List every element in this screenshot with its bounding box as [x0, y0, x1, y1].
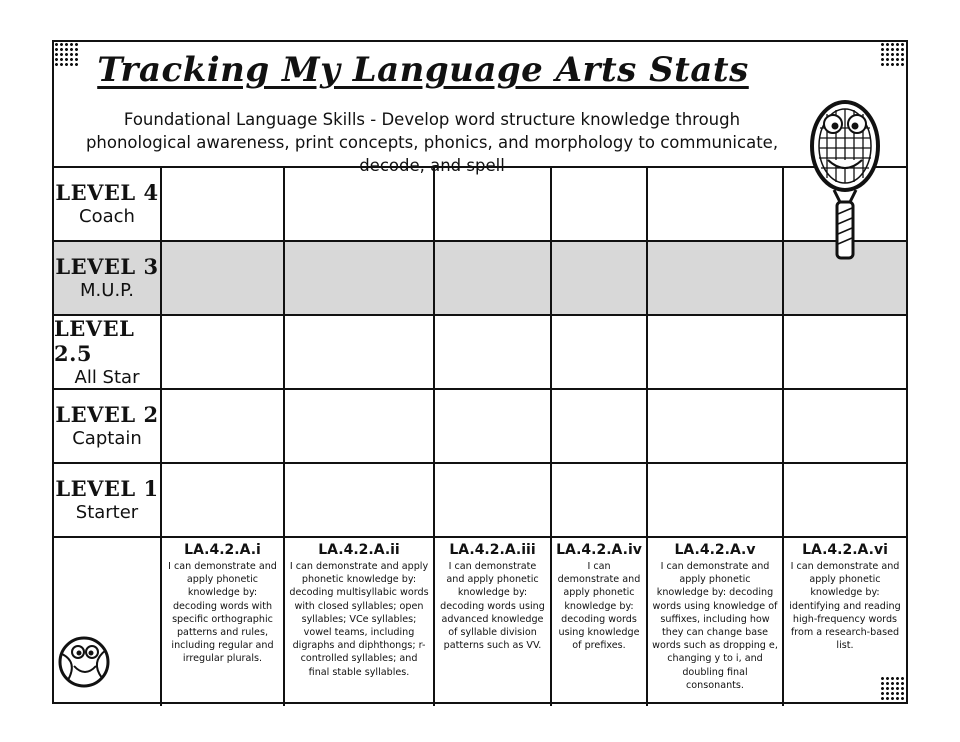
- standard-description: I can demonstrate and apply phonetic knowledge by: decoding multisyllabic words with closed syllables; open syllables; VCe syllables; vowel teams, including digraphs and diphthongs; r-controlled syllables; and final stable syllables.: [289, 561, 429, 678]
- level-row-3: [54, 242, 906, 316]
- tracking-cell[interactable]: [784, 390, 906, 462]
- tracking-cell[interactable]: [285, 316, 435, 388]
- standard-cell: [435, 538, 552, 706]
- level-label-cell: [54, 168, 162, 240]
- tracking-cell[interactable]: [552, 464, 648, 536]
- level-label-cell: [54, 464, 162, 536]
- level-name: LEVEL 2.5: [54, 315, 135, 366]
- tracking-cell[interactable]: [162, 316, 285, 388]
- level-subtitle: Captain: [72, 428, 142, 449]
- tracking-cell[interactable]: [162, 464, 285, 536]
- tracking-cell[interactable]: [648, 316, 784, 388]
- tracking-cell[interactable]: [552, 390, 648, 462]
- tracking-cell[interactable]: [552, 168, 648, 240]
- tracking-cell[interactable]: [648, 464, 784, 536]
- tracking-cell[interactable]: [285, 242, 435, 314]
- tracking-grid: [54, 166, 906, 706]
- level-row-1: [54, 464, 906, 538]
- tracking-cell[interactable]: [285, 464, 435, 536]
- standards-row: [54, 538, 906, 706]
- standard-cell: [162, 538, 285, 706]
- tracking-cell[interactable]: [435, 168, 552, 240]
- level-row-2-5: [54, 316, 906, 390]
- tracking-cell[interactable]: [648, 242, 784, 314]
- level-subtitle: Starter: [75, 502, 139, 523]
- standard-description: I can demonstrate and apply phonetic knowledge by: decoding words with specific orthographic patterns and rules, including regular and irregular plurals.: [168, 561, 277, 665]
- standard-cell: [552, 538, 648, 706]
- level-subtitle: M.U.P.: [80, 280, 134, 301]
- tracking-cell[interactable]: [162, 390, 285, 462]
- tracking-cell[interactable]: [648, 168, 784, 240]
- level-name: LEVEL 2: [55, 402, 159, 427]
- tracking-cell[interactable]: [435, 242, 552, 314]
- standard-code: LA.4.2.A.i: [184, 542, 261, 558]
- level-row-4: [54, 168, 906, 242]
- tracking-cell[interactable]: [435, 316, 552, 388]
- standard-description: I can demonstrate and apply phonetic knowledge by: decoding words using advanced knowledge of syllable division patterns such as VV.: [440, 561, 545, 652]
- standard-cell: [285, 538, 435, 706]
- tracking-cell[interactable]: [552, 242, 648, 314]
- tracking-cell[interactable]: [162, 168, 285, 240]
- page-title: Tracking My Language Arts Stats: [97, 50, 749, 90]
- tennis-ball-character-icon: [56, 632, 112, 688]
- tracking-cell[interactable]: [784, 464, 906, 536]
- tracking-cell[interactable]: [784, 316, 906, 388]
- standard-code: LA.4.2.A.iv: [556, 542, 642, 558]
- standard-cell: [648, 538, 784, 706]
- standard-code: LA.4.2.A.iii: [449, 542, 536, 558]
- standard-description: I can demonstrate and apply phonetic knowledge by: identifying and reading high-frequency words from a research-based list.: [789, 561, 901, 652]
- tracking-cell[interactable]: [162, 242, 285, 314]
- level-name: LEVEL 3: [55, 254, 159, 279]
- tracking-cell[interactable]: [285, 390, 435, 462]
- level-label-cell: [54, 316, 162, 388]
- tracking-cell[interactable]: [435, 464, 552, 536]
- standard-cell: [784, 538, 906, 706]
- level-subtitle: All Star: [74, 366, 140, 388]
- standard-description: I can demonstrate and apply phonetic knowledge by: decoding words using knowledge of prefixes.: [557, 561, 641, 652]
- level-subtitle: Coach: [79, 206, 135, 227]
- standard-code: LA.4.2.A.v: [674, 542, 756, 558]
- tracking-cell[interactable]: [285, 168, 435, 240]
- tracking-cell[interactable]: [435, 390, 552, 462]
- tracking-cell[interactable]: [648, 390, 784, 462]
- level-name: LEVEL 4: [55, 180, 159, 205]
- standard-code: LA.4.2.A.vi: [802, 542, 888, 558]
- tennis-racket-character-icon: [806, 98, 884, 266]
- page-header: [54, 42, 906, 175]
- page-subtitle: Foundational Language Skills - Develop word structure knowledge through phonological awareness, print concepts, phonics, and morphology to communicate, decode, and spell: [85, 110, 779, 175]
- tracking-sheet: [52, 40, 908, 704]
- level-name: LEVEL 1: [55, 476, 159, 501]
- standard-description: I can demonstrate and apply phonetic knowledge by: decoding words using knowledge of suffixes, including how they can change base words such as dropping e, changing y to i, and doubling final consonants.: [652, 561, 778, 691]
- tracking-cell[interactable]: [552, 316, 648, 388]
- level-label-cell: [54, 390, 162, 462]
- standard-code: LA.4.2.A.ii: [318, 542, 400, 558]
- level-label-cell: [54, 242, 162, 314]
- level-row-2: [54, 390, 906, 464]
